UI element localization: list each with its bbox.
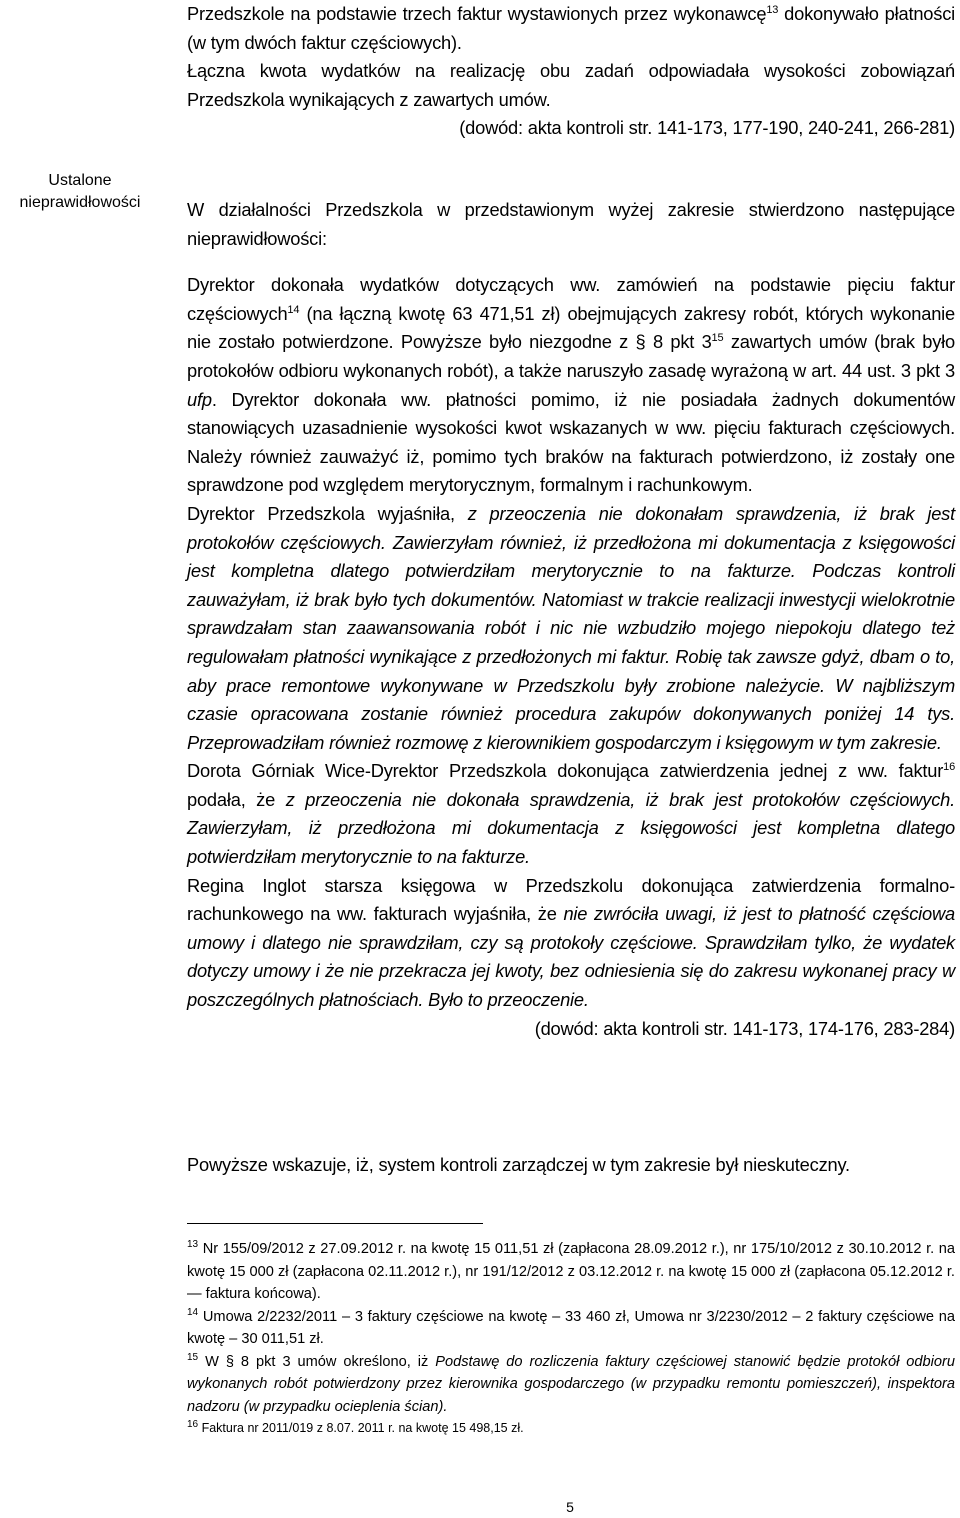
footnote-ref-13: 13	[766, 3, 779, 16]
footnote-ref-15: 15	[711, 332, 724, 345]
footnote-15-text: W § 8 pkt 3 umów określono, iż	[198, 1353, 436, 1370]
findings-p3-text: Dorota Górniak Wice-Dyrektor Przedszkola dokonująca zatwierdzenia jednej z ww. faktur	[187, 760, 944, 782]
footnote-15	[187, 1351, 955, 1419]
intro-paragraph-2: Łączna kwota wydatków na realizację obu zadań odpowiadała wysokości zobowiązań Przedszkola wynikających z zawartych umów.	[187, 60, 955, 110]
footnote-15-number: 15	[187, 1351, 199, 1363]
intro-paragraph-1	[187, 0, 955, 57]
findings-section	[187, 196, 955, 1043]
footnote-16-number: 16	[187, 1418, 199, 1430]
footnote-ref-16: 16	[943, 761, 955, 774]
footnote-14-text: Umowa 2/2232/2011 – 3 faktury częściowe na kwotę – 33 460 zł, Umowa nr 3/2230/2012 – 2 faktury częściowe na kwotę – 30 011,51 zł.	[187, 1308, 955, 1347]
footnote-separator	[187, 1223, 483, 1224]
findings-lead: W działalności Przedszkola w przedstawionym wyżej zakresie stwierdzono następujące nieprawidłowości:	[187, 199, 955, 249]
page-number: 5	[566, 1499, 574, 1515]
findings-p1-text-c: zawartych umów (brak było protokołów odbioru wykonanych robót), a także naruszyło zasadę wyrażoną w art. 44 ust. 3 pkt 3	[187, 331, 955, 381]
side-heading	[0, 170, 160, 214]
footnote-ref-14: 14	[287, 303, 300, 316]
footnotes	[187, 1238, 955, 1438]
footnote-13	[187, 1238, 955, 1306]
conclusion-text: Powyższe wskazuje, iż, system kontroli zarządczej w tym zakresie był nieskuteczny.	[187, 1154, 850, 1175]
findings-p1-ufp: ufp	[187, 388, 212, 410]
footnote-14-number: 14	[187, 1306, 199, 1318]
findings-p2-quote: z przeoczenia nie dokonałam sprawdzenia, iż brak jest protokołów częściowych. Zawierzyłam również, iż przedłożona mi dokumentacja z księgowości jest kompletna dlatego potwierdziłam merytorycznie to na fakturze. Podczas kontroli zauważyłam, iż brak było tych dokumentów. Natomiast w trakcie realizacji inwestycji wielokrotnie sprawdzałam stan zaawansowania robót i nic nie wzbudziło mojego niepokoju dlatego też regulowałam płatności wynikające z przedłożonych mi faktur. Robię tak zawsze gdyż, dbam o to, aby prace remontowe wykonywane w Przedszkolu były zrobione należycie. W najbliższym czasie opracowana zostanie również procedura zakupów dokonywanych poniżej 14 tys. Przeprowadziłam również rozmowę z kierownikiem gospodarczym i księgowym w tym zakresie.	[187, 502, 955, 753]
intro-text-cont: dokonywało płatności (w tym dwóch faktur częściowych).	[187, 3, 956, 53]
findings-p4-text: Regina Inglot starsza księgowa w Przedszkolu dokonująca zatwierdzenia formalno-rachunkowego na ww. fakturach wyjaśniła, że	[187, 874, 955, 925]
footnote-13-text: Nr 155/09/2012 z 27.09.2012 r. na kwotę 15 011,51 zł (zapłacona 28.09.2012 r.), nr 175/10/2012 z 30.10.2012 r. na kwotę 15 000 zł (zapłacona 02.11.2012 r.), nr 191/12/2012 z 03.12.2012 r. na kwotę 15 000 zł (zapłacona 05.12.2012 r. — faktura końcowa).	[187, 1241, 955, 1302]
footnote-15-quote: Podstawę do rozliczenia faktury częściowej stanowić będzie protokół odbioru wykonanych robót potwierdzony przez kierownika gospodarczego (w przypadku remontu pomieszczeń), inspektora nadzoru (w przypadku ocieplenia ścian).	[187, 1353, 955, 1415]
footnote-16	[187, 1418, 955, 1438]
footnote-13-number: 13	[187, 1239, 199, 1251]
findings-p3-text-b: podała, że	[187, 788, 286, 810]
findings-p4-quote: nie zwróciła uwagi, iż jest to płatność częściowa umowy i dlatego nie sprawdziłam, czy są protokoły częściowe. Sprawdziłam tylko, że wydatek dotyczy umowy i że nie przekracza jej kwoty, bez odniesienia się do zakresu wykonanej pracy w poszczególnych płatnościach. Było to przeoczenie.	[187, 903, 955, 1011]
findings-p1-text-d: . Dyrektor dokonała ww. płatności pomimo, iż nie posiadała żadnych dokumentów stanowiących uzasadnienie wysokości kwot wskazanych w ww. pięciu fakturach częściowych. Należy również zauważyć iż, pomimo tych braków na fakturach potwierdzono, iż zostały one sprawdzone pod względem merytorycznym, formalnym i rachunkowym.	[187, 388, 955, 496]
footnote-16-text: Faktura nr 2011/019 z 8.07. 2011 r. na kwotę 15 498,15 zł.	[198, 1421, 524, 1435]
intro-section	[187, 0, 955, 143]
findings-p1-text-b: (na łączną kwotę 63 471,51 zł) obejmujących zakresy robót, których wykonanie nie zostało potwierdzone. Powyższe było niezgodne z § 8 pkt 3	[187, 302, 955, 353]
footnote-14	[187, 1306, 955, 1351]
intro-text: Przedszkole na podstawie trzech faktur wystawionych przez wykonawcę	[187, 3, 767, 24]
findings-paragraph-1	[187, 271, 955, 500]
evidence-note-2: (dowód: akta kontroli str. 141-173, 174-176, 283-284)	[534, 1017, 955, 1039]
conclusion-section	[187, 1151, 955, 1180]
side-heading-line-2: nieprawidłowości	[19, 194, 141, 211]
findings-p1-text: Dyrektor dokonała wydatków dotyczących ww. zamówień na podstawie pięciu faktur częściowych	[187, 274, 955, 324]
side-heading-line-1: Ustalone	[48, 172, 112, 189]
findings-p3-quote: z przeoczenia nie dokonała sprawdzenia, iż brak jest protokołów częściowych. Zawierzyłam, iż przedłożona mi dokumentacja z księgowości jest kompletna dlatego potwierdziłam merytorycznie to na fakturze.	[187, 788, 955, 868]
evidence-note-1: (dowód: akta kontroli str. 141-173, 177-190, 240-241, 266-281)	[459, 117, 955, 139]
findings-paragraph-2	[187, 500, 955, 757]
findings-paragraph-3	[187, 757, 955, 871]
findings-paragraph-4	[187, 872, 955, 1015]
findings-p2-text: Dyrektor Przedszkola wyjaśniła,	[187, 502, 468, 524]
